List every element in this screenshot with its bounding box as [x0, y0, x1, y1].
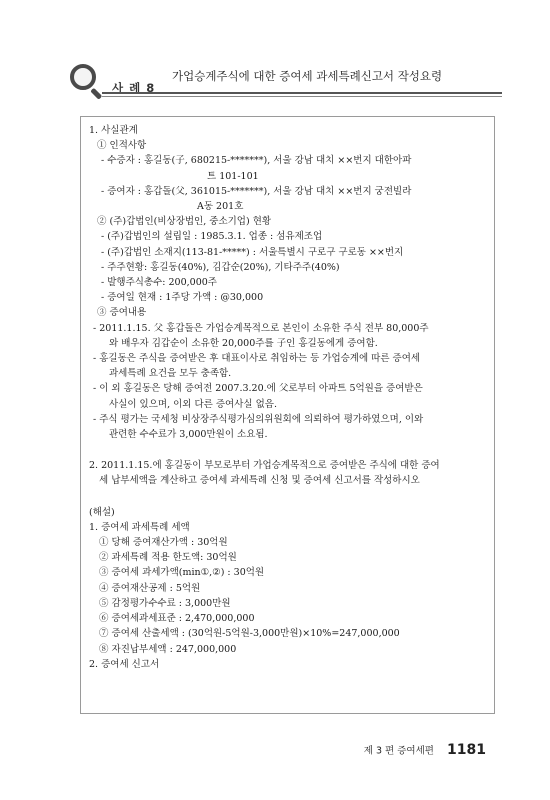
header-rule	[102, 92, 502, 94]
gift-bullet-2-cont: 과세특례 요건을 모두 충족함.	[109, 368, 232, 380]
case-label: 사 례 8	[112, 81, 156, 95]
page-number: 1181	[447, 741, 486, 758]
gift-bullet-3: - 이 외 홍길동은 당해 증여전 2007.3.20.에 父로부터 아파트 5억원을 증여받은	[93, 383, 423, 395]
donee-line: - 수증자 : 홍길동(子, 680215-*******), 서울 강남 대치 ××번지 대한아파	[101, 155, 412, 167]
calc-item: ④ 증여재산공제 : 5억원	[99, 582, 201, 594]
gift-bullet-2: - 홍길동은 주식을 증여받은 후 대표이사로 취임하는 등 가업승계에 따른 증여세	[93, 353, 421, 365]
facts-heading: 1. 사실관계	[89, 125, 138, 136]
company-location: - (주)갑법인 소재지(113-81-*****) : 서울특별시 구로구 구로동 ××번지	[101, 246, 404, 258]
question-line-cont: 세 납부세액을 계산하고 증여세 과세특례 신청 및 증여세 신고서를 작성하시오	[99, 475, 420, 487]
gift-content-title: ③ 증여내용	[97, 307, 147, 319]
section-label: 제 3 편 증여세편	[363, 745, 434, 757]
donor-line: - 증여자 : 홍갑돌(父, 361015-*******), 서울 강남 대치 ××번지 궁전빌라	[101, 185, 412, 197]
gift-bullet-1-cont: 와 배우자 김갑순이 소유한 20,000주를 子인 홍길동에게 증여함.	[109, 337, 378, 349]
tax-return-heading: 2. 증여세 신고서	[89, 658, 160, 670]
page-footer	[364, 739, 486, 758]
calc-item: ⑧ 자진납부세액 : 247,000,000	[99, 643, 237, 655]
donee-address-cont: 트 101-101	[207, 170, 259, 182]
share-price: - 증여일 현재 : 1주당 가액 : @30,000	[101, 292, 264, 304]
gift-bullet-1: - 2011.1.15. 父 홍갑돌은 가업승계목적으로 본인이 소유한 주식 전부 80,000주	[93, 322, 429, 334]
calc-item: ⑥ 증여세과세표준 : 2,470,000,000	[99, 613, 255, 625]
donor-address-cont: A동 201호	[197, 201, 244, 213]
total-shares: - 발행주식총수: 200,000주	[101, 277, 217, 289]
calc-item: ① 당해 증여재산가액 : 30억원	[99, 537, 228, 549]
calc-item: ⑦ 증여세 산출세액 : (30억원-5억원-3,000만원)×10%=247,000,000	[99, 628, 400, 640]
company-status-title: ② (주)갑법인(비상장법인, 중소기업) 현황	[97, 216, 272, 228]
header-rule-thin	[102, 96, 502, 97]
calc-item: ② 과세특례 적용 한도액: 30억원	[99, 552, 237, 564]
calc-item: ⑤ 감정평가수수료 : 3,000만원	[99, 597, 231, 609]
company-founded: - (주)갑법인의 설립일 : 1985.3.1. 업종 : 섬유제조업	[101, 231, 323, 243]
magnifier-icon	[70, 64, 96, 90]
content-box	[80, 116, 495, 714]
gift-bullet-4: - 주식 평가는 국세청 비상장주식평가심의위원회에 의뢰하여 평가하였으며, 이와	[93, 413, 424, 425]
gift-bullet-3-cont: 사실이 있으며, 이외 다른 증여사실 없음.	[109, 398, 277, 410]
document-title: 가업승계주식에 대한 증여세 과세특례신고서 작성요령	[172, 69, 443, 83]
gift-bullet-4-cont: 관련한 수수료가 3,000만원이 소요됨.	[109, 429, 268, 441]
calc-item: ③ 증여세 과세가액(min①,②) : 30억원	[99, 567, 265, 579]
magnifier-handle	[90, 88, 102, 100]
tax-calc-heading: 1. 증여세 과세특례 세액	[89, 521, 190, 533]
page-header	[62, 62, 502, 106]
shareholders: - 주주현황: 홍길동(40%), 김갑순(20%), 기타주주(40%)	[101, 261, 340, 273]
question-line: 2. 2011.1.15.에 홍길동이 부모로부터 가업승계목적으로 증여받은 주식에 대한 증여	[89, 460, 440, 472]
explanation-heading: (해설)	[89, 506, 115, 518]
personal-info-title: ① 인적사항	[97, 140, 147, 152]
